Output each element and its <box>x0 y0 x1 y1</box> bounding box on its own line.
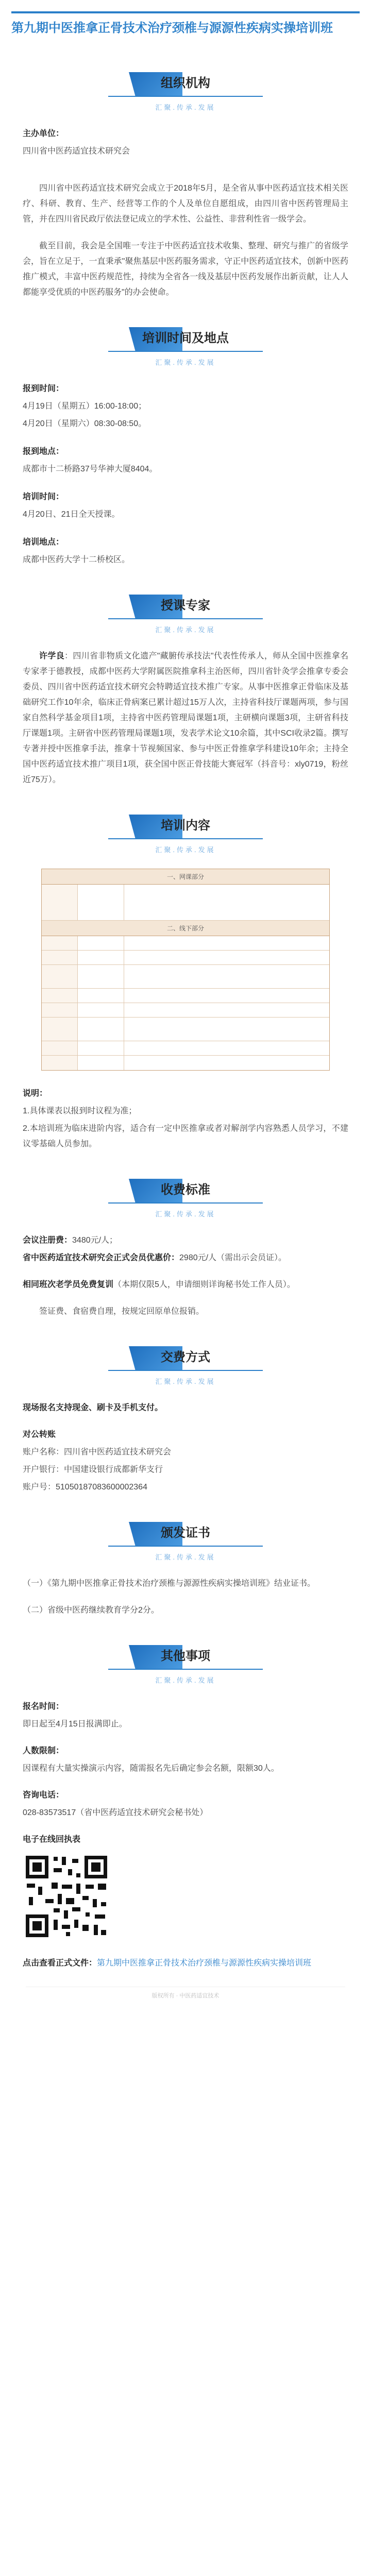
label-train-time: 培训时间： <box>23 493 64 501</box>
section-header-fees <box>108 1176 263 1218</box>
section-subtitle: 汇聚.传承.发展 <box>155 359 216 366</box>
payment-content <box>0 1400 371 1495</box>
pay-onsite: 现场报名支持现金、刷卡及手机支付。 <box>23 1403 163 1412</box>
schedule-table <box>41 869 330 1071</box>
pay-account-no: 账户号：51050187083600002364 <box>23 1483 147 1492</box>
section-subtitle: 汇聚.传承.发展 <box>155 1553 216 1561</box>
table-row <box>42 1018 329 1041</box>
expert-name: 许学良 <box>39 652 65 660</box>
section-header-organization <box>108 69 263 112</box>
fee-member-value: 2980元/人（需出示会员证）。 <box>179 1253 287 1262</box>
page-title: 第九期中医推拿正骨技术治疗颈椎与源源性疾病实操培训班 <box>11 21 333 35</box>
certificate-content <box>0 1576 371 1618</box>
section-subtitle: 汇聚.传承.发展 <box>155 1676 216 1684</box>
table-row <box>42 885 329 921</box>
section-header-experts <box>108 591 263 634</box>
article-title-bar <box>11 11 360 45</box>
section-header-certificate <box>108 1519 263 1562</box>
pay-bank: 开户银行：中国建设银行成都新华支行 <box>23 1465 163 1474</box>
section-header-content <box>108 811 263 854</box>
table-row <box>42 1056 329 1070</box>
section-header-time-place <box>108 324 263 367</box>
pay-account-name: 账户名称：四川省中医药适宜技术研究会 <box>23 1448 172 1456</box>
section-title: 其他事项 <box>161 1649 210 1663</box>
org-intro-2: 截至目前，我会是全国唯一专注于中医药适宜技术收集、整理、研究与推广的省级学会，旨在立足于，一直秉承"聚焦基层中医药服务需求，守正中医药适宜技术，创新中医药推广模式，丰富中医药规范性，持续为全省各一线及基层中医药发展作出新贡献，让人人都能享受优质的中医药服务"的办会使命。 <box>23 242 348 297</box>
org-intro-1: 四川省中医药适宜技术研究会成立于2018年5月，是全省从事中医药适宜技术相关医疗、科研、教育、生产、经营等工作的个人及单位自愿组成，由四川省中医药管理局主管，并在四川省民政厅依法登记成立的学术性、公益性、非营利性省一级学会。 <box>23 184 348 224</box>
deadline: 即日起至4月15日报满即止。 <box>23 1720 127 1728</box>
section-title: 交费方式 <box>161 1350 210 1364</box>
label-email: 电子在线回执表 <box>23 1835 81 1844</box>
section-title: 组织机构 <box>161 76 210 90</box>
section-title: 收费标准 <box>161 1183 210 1197</box>
table-row <box>42 965 329 989</box>
label-host: 主办单位： <box>23 129 64 138</box>
fee-group-value: （本期仅限5人，申请细则详询秘书处工作人员）。 <box>113 1280 295 1289</box>
schedule-section-online: 一、网课部分 <box>42 869 329 885</box>
register-time-1: 4月19日（星期五）16:00-18:00； <box>23 402 147 411</box>
fee-content <box>0 1233 371 1319</box>
quota: 因课程有大量实操演示内容，随需报名先后确定参会名额，限额30人。 <box>23 1764 279 1773</box>
footer-watermark: 版权所有 · 中医药适宜技术 <box>26 1987 345 1999</box>
train-place: 成都中医药大学十二桥校区。 <box>23 555 130 564</box>
label-quota: 人数限制： <box>23 1747 64 1755</box>
note-1: 1.具体课表以报到时议程为准； <box>23 1107 137 1115</box>
expert-content <box>0 649 371 788</box>
fee-standard-label: 会议注册费： <box>23 1236 73 1245</box>
table-row <box>42 1003 329 1018</box>
table-row <box>42 951 329 965</box>
section-header-payment <box>108 1343 263 1386</box>
section-title: 培训内容 <box>161 819 210 833</box>
note-2: 2.本培训班为临床进阶内容，适合有一定中医推拿或者对解剖学内容熟悉人员学习，不建议零基础人员参加。 <box>23 1124 348 1148</box>
section-subtitle: 汇聚.传承.发展 <box>155 626 216 634</box>
fee-standard-value: 3480元/人； <box>72 1236 118 1245</box>
section-subtitle: 汇聚.传承.发展 <box>155 846 216 854</box>
schedule-section-offline: 二、线下部分 <box>42 921 329 936</box>
other-content <box>0 1699 371 1971</box>
cert-1: （一）《第九期中医推拿正骨技术治疗颈椎与源源性疾病实操培训班》结业证书。 <box>23 1579 316 1588</box>
section-subtitle: 汇聚.传承.发展 <box>155 1210 216 1218</box>
expert-bio: ：四川省非物质文化遗产"藏腑传承技法"代表性传承人，师从全国中医推拿名专家孝于德教授，成都中医药大学附属医院推拿科主治医师，四川省针灸学会推拿专委会委员、四川省中医药适宜技术研究会特聘适宜技术推广专家。从事中医推拿正骨临床及基础研究工作10年余，临床正骨病案已累计超过15万人次，主持省科技厅课题两项，参与国家自然科学基金项目1项，主持省中医药管理局课题1项，主研横向课题3项，主研省科技厅课题1项。主研省中医药管理局课题1项，发表学术论文10余篇，其中SCI收录2篇。撰写专著并授中医推拿手法，推拿十节视频国家、参与中医正骨推拿学科建设10年余；主持全国中医药适宜技术推广项目1项，获全国中医正骨技能大赛冠军（抖音号：xly0719，粉丝近75万）。 <box>23 652 348 784</box>
section-subtitle: 汇聚.传承.发展 <box>155 1378 216 1385</box>
label-phone: 咨询电话： <box>23 1791 64 1800</box>
label-register-time: 报到时间： <box>23 384 64 393</box>
fee-group-label: 相同班次老学员免费复训 <box>23 1280 114 1289</box>
organization-content <box>0 126 371 300</box>
phone: 028-83573517（省中医药适宜技术研究会秘书处） <box>23 1808 208 1817</box>
section-title: 培训时间及地点 <box>142 331 229 345</box>
register-place: 成都市十二桥路37号华神大厦8404。 <box>23 465 158 473</box>
train-time: 4月20日、21日全天授课。 <box>23 510 120 519</box>
table-row <box>42 936 329 951</box>
label-train-place: 培训地点： <box>23 538 64 547</box>
section-title: 授课专家 <box>161 599 210 613</box>
fee-member-label: 省中医药适宜技术研究会正式会员优惠价： <box>23 1253 180 1262</box>
view-original-label: 点击查看正式文件： <box>23 1959 97 1968</box>
host-name: 四川省中医药适宜技术研究会 <box>23 147 130 156</box>
section-header-other <box>108 1642 263 1685</box>
notes-content <box>0 1086 371 1152</box>
table-row <box>42 989 329 1003</box>
label-notes: 说明： <box>23 1089 48 1098</box>
table-row <box>42 1041 329 1056</box>
qr-code-icon[interactable] <box>23 1853 110 1940</box>
fee-note: 签证费、食宿费自理，按规定回原单位报销。 <box>39 1307 205 1316</box>
label-register-place: 报到地点： <box>23 447 64 456</box>
label-deadline: 报名时间： <box>23 1702 64 1711</box>
section-title: 颁发证书 <box>161 1526 210 1540</box>
section-subtitle: 汇聚.传承.发展 <box>155 104 216 111</box>
original-link[interactable]: 第九期中医推拿正骨技术治疗颈椎与源源性疾病实操培训班 <box>97 1959 312 1968</box>
time-place-content <box>0 381 371 568</box>
register-time-2: 4月20日（星期六）08:30-08:50。 <box>23 419 147 428</box>
pay-transfer-label: 对公转账 <box>23 1430 56 1439</box>
cert-2: （二）省级中医药继续教育学分2分。 <box>23 1606 159 1615</box>
